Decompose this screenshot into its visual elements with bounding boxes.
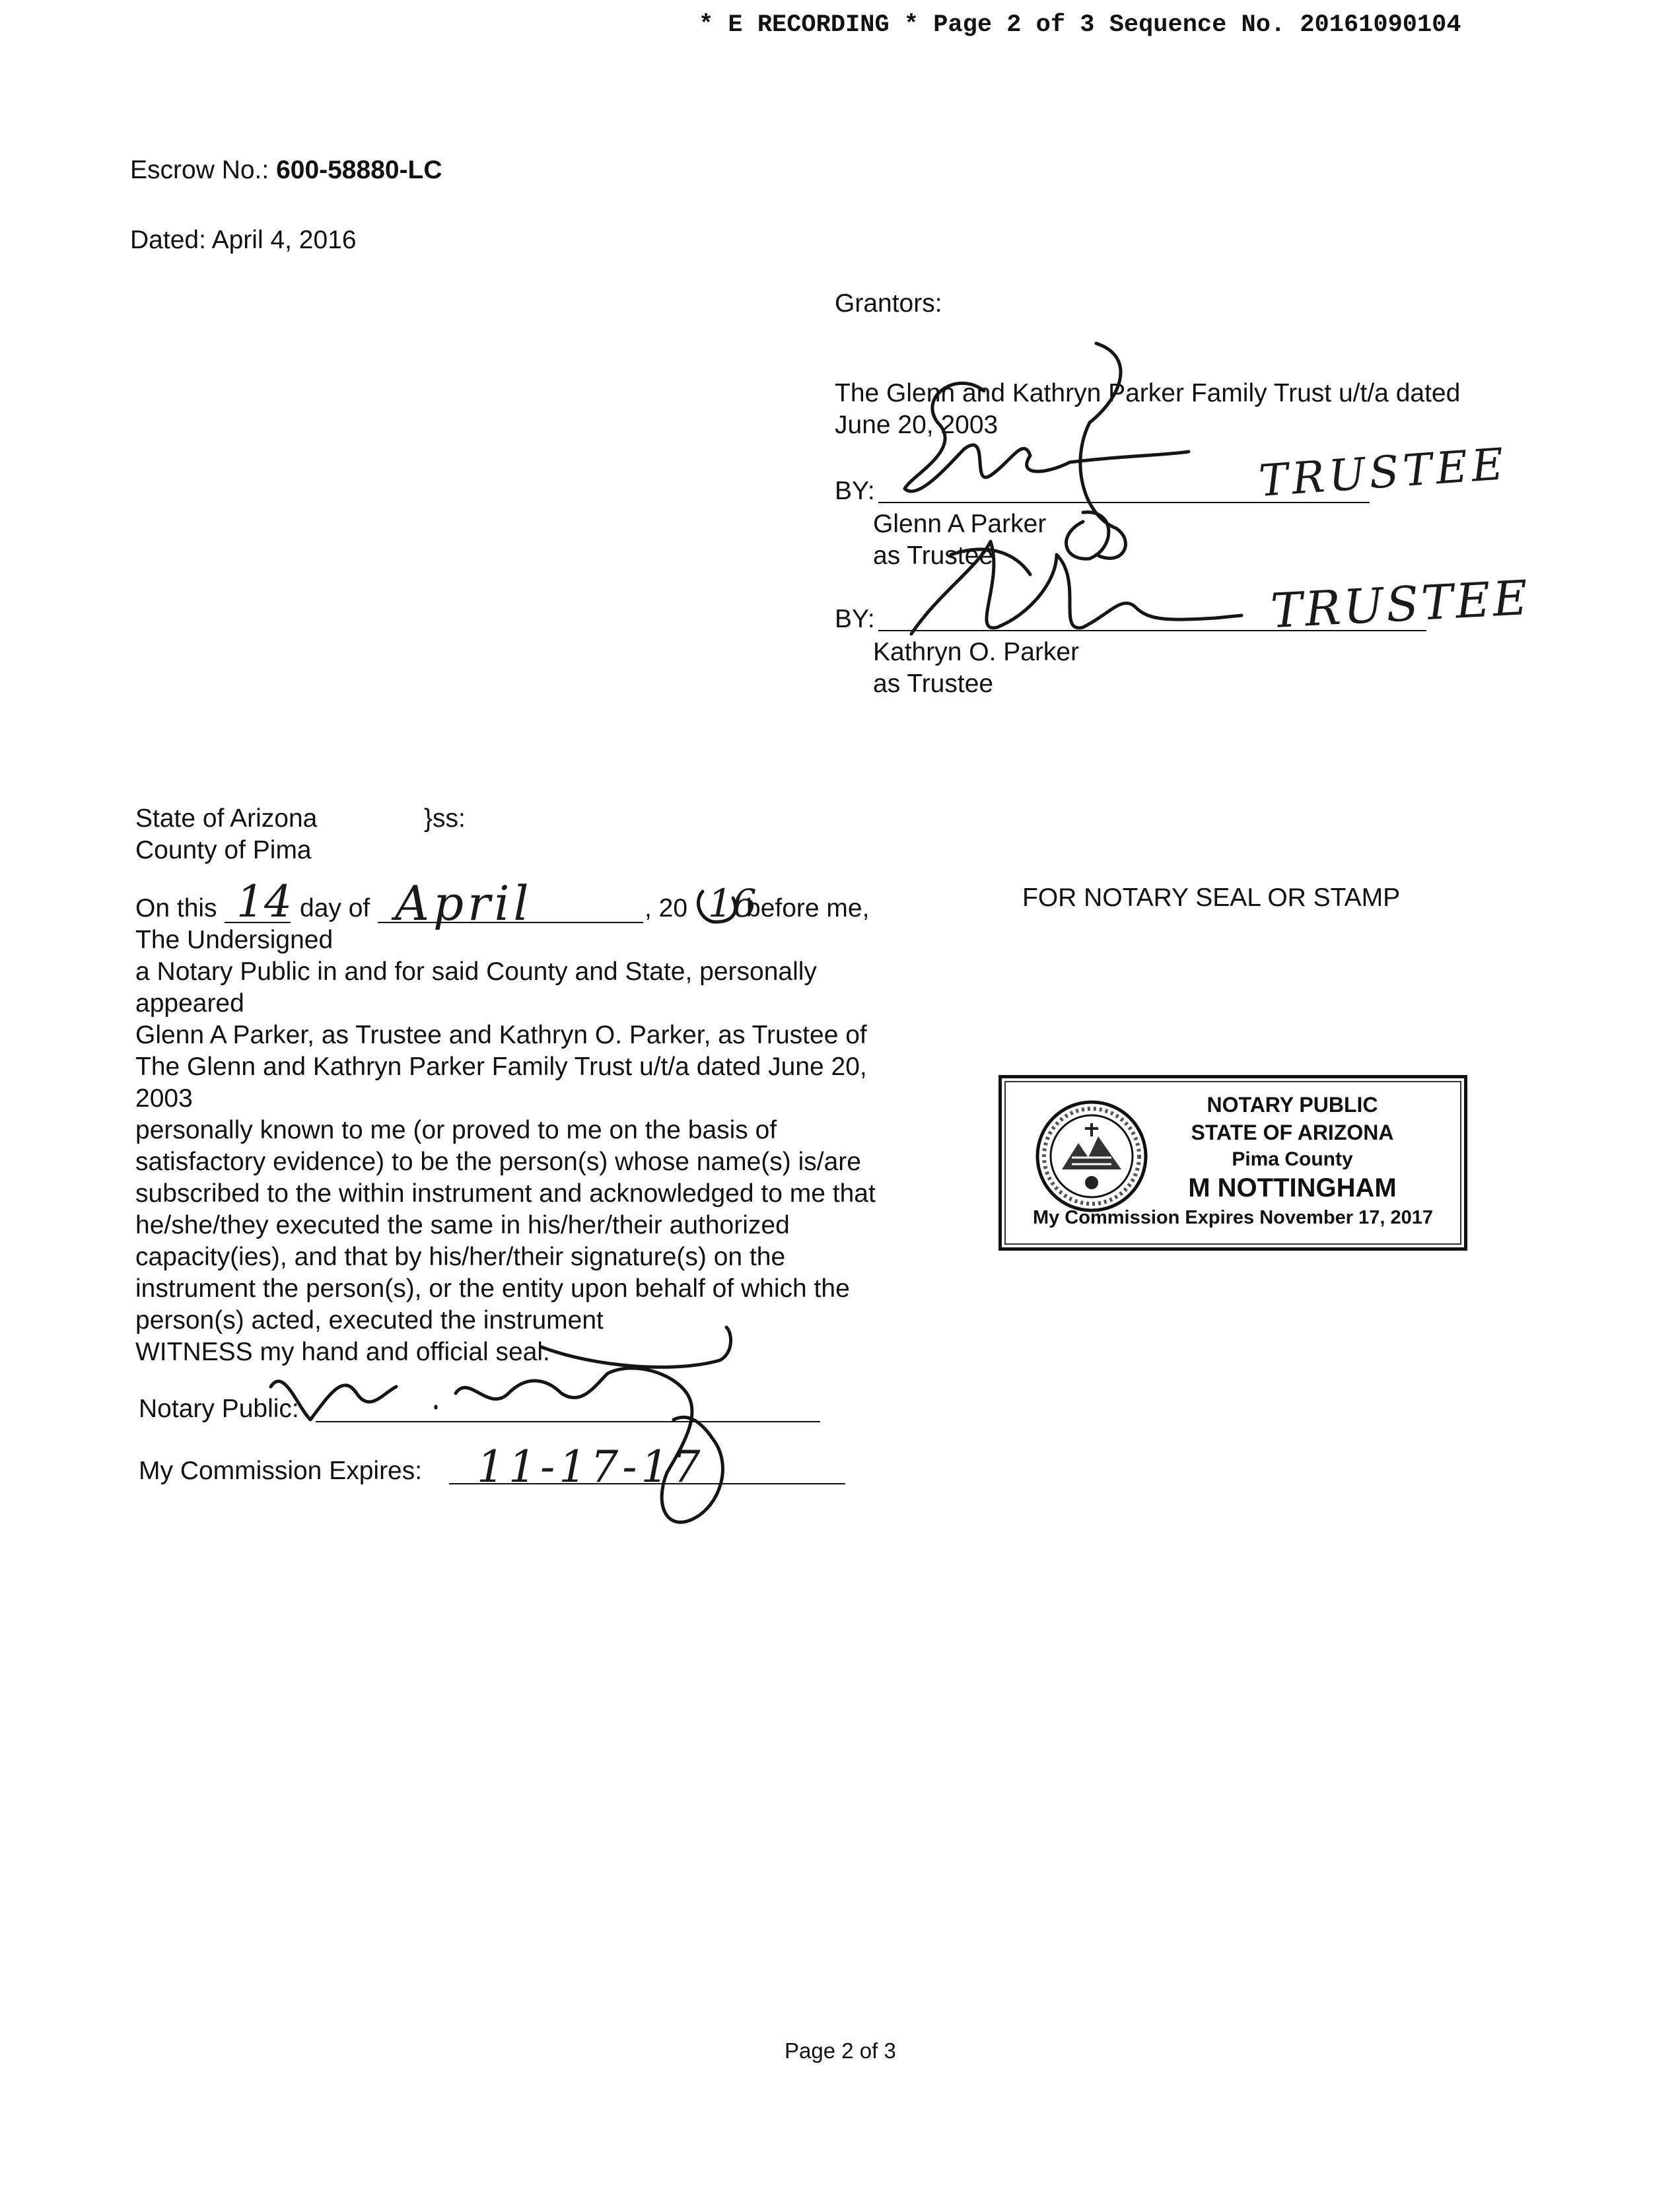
ack-line6: The Glenn and Kathryn Parker Family Trust u/t/a dated June 20, [135, 1053, 867, 1081]
ack-line13: instrument the person(s), or the entity upon behalf of which the [135, 1274, 850, 1303]
ack-year-prefix: , 20 [645, 894, 688, 922]
ack-line11: he/she/they executed the same in his/her/their authorized [135, 1211, 790, 1239]
stamp-commission-expires: My Commission Expires November 17, 2017 [1032, 1207, 1434, 1228]
signer2-role: as Trustee [873, 670, 994, 698]
grantors-heading: Grantors: [835, 289, 942, 318]
ack-year-value: 16 [708, 881, 757, 926]
notary-public-label: Notary Public: [139, 1395, 299, 1423]
notary-signature-line [316, 1421, 820, 1422]
ack-month-value: April [395, 876, 533, 931]
stamp-state: STATE OF ARIZONA [1191, 1121, 1394, 1144]
venue-state: State of Arizona [135, 804, 318, 833]
commission-expires-label: My Commission Expires: [139, 1457, 423, 1485]
by-label-1: BY: [835, 477, 875, 505]
ack-line3: a Notary Public in and for said County and State, personally [135, 957, 817, 986]
ack-line7: 2003 [135, 1084, 193, 1113]
page-footer: Page 2 of 3 [785, 2038, 896, 2063]
by-label-2: BY: [835, 605, 875, 633]
recording-header: * E RECORDING * Page 2 of 3 Sequence No. 20161090104 [699, 11, 1461, 39]
ack-on-this: On this [135, 894, 217, 922]
stamp-notary-name: M NOTTINGHAM [1188, 1173, 1397, 1202]
signer1-name: Glenn A Parker [873, 510, 1047, 538]
ack-line12: capacity(ies), and that by his/her/their signature(s) on the [135, 1243, 786, 1271]
ack-line14: person(s) acted, executed the instrument [135, 1306, 604, 1335]
venue-ss: }ss: [424, 804, 466, 833]
signer2-name: Kathryn O. Parker [873, 638, 1080, 666]
ack-line15: WITNESS my hand and official seal. [135, 1338, 550, 1366]
ack-line10: subscribed to the within instrument and acknowledged to me that [135, 1179, 876, 1208]
trust-name-line1: The Glenn and Kathryn Parker Family Trust u/t/a dated [835, 379, 1461, 407]
dated-label: Dated: [130, 226, 206, 254]
ack-day-of: day of [300, 894, 370, 922]
stamp-title: NOTARY PUBLIC [1207, 1093, 1378, 1117]
ack-line5: Glenn A Parker, as Trustee and Kathryn O. Parker, as Trustee of [135, 1021, 867, 1049]
notary-stamp [998, 1075, 1467, 1251]
ack-day-value: 14 [236, 876, 292, 927]
ack-line9: satisfactory evidence) to be the person(s) whose name(s) is/are [135, 1148, 861, 1176]
commission-expires-value: 11-17-17 [477, 1441, 705, 1492]
ack-line4: appeared [135, 989, 244, 1018]
escrow-label: Escrow No.: [130, 156, 269, 184]
dated-value: April 4, 2016 [211, 226, 357, 254]
escrow-number: 600-58880-LC [276, 156, 442, 184]
signer1-role: as Trustee [873, 541, 994, 570]
ack-undersigned: The Undersigned [135, 926, 333, 954]
ack-line8: personally known to me (or proved to me on the basis of [135, 1116, 777, 1144]
handwritten-trustee-1: TRUSTEE [1257, 438, 1510, 507]
notary-seal-label: FOR NOTARY SEAL OR STAMP [1022, 884, 1401, 912]
escrow-line [130, 155, 442, 186]
ack-before-me: before me, [746, 894, 870, 922]
trust-name-line2: June 20, 2003 [835, 411, 998, 439]
venue-county: County of Pima [135, 836, 312, 864]
dated-line [130, 225, 357, 256]
stamp-county: Pima County [1232, 1148, 1353, 1170]
handwritten-trustee-2: TRUSTEE [1269, 569, 1532, 639]
